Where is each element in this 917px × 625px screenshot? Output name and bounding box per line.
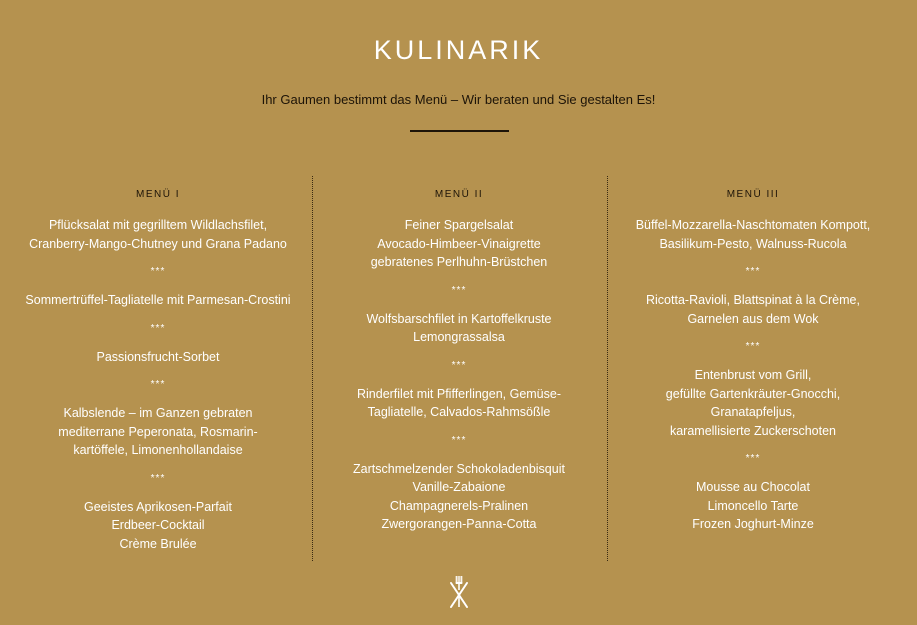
course-separator: *** <box>745 266 761 277</box>
course-line: Frozen Joghurt-Minze <box>692 517 814 531</box>
course-line: Büffel-Mozzarella-Naschtomaten Kompott, <box>635 218 871 232</box>
course-line: Avocado-Himbeer-Vinaigrette <box>377 236 541 251</box>
course-line: Lemongrassalsa <box>413 330 505 344</box>
course-line: Zwergorangen-Panna-Cotta <box>381 517 537 531</box>
course-line: Basilikum-Pesto, Walnuss-Rucola <box>659 236 847 251</box>
course-line: karamellisierte Zuckerschoten <box>669 423 837 438</box>
course-line: Garnelen aus dem Wok <box>687 311 819 326</box>
menu-course <box>608 366 898 440</box>
course-line: Wolfsbarschfilet in Kartoffelkruste <box>366 311 552 326</box>
column-separator <box>312 176 313 561</box>
menu-course <box>13 348 303 367</box>
menu-course <box>13 404 303 460</box>
menu-course <box>608 478 898 534</box>
menu-course <box>608 216 898 253</box>
course-line: Crème Brulée <box>119 536 197 551</box>
menu-heading: MENÜ II <box>434 189 484 200</box>
course-line: kartöffele, Limonenhollandaise <box>73 443 243 457</box>
course-line: Geeistes Aprikosen-Parfait <box>84 499 232 514</box>
course-line: Granatapfeljus, <box>710 405 796 419</box>
course-line: gebratenes Perlhuhn-Brüstchen <box>370 255 548 269</box>
menu-course <box>13 216 303 253</box>
course-separator: *** <box>451 434 467 446</box>
course-line: Erdbeer-Cocktail <box>111 518 205 532</box>
course-line: Entenbrust vom Grill, <box>694 368 812 382</box>
menu-course <box>314 310 604 347</box>
course-separator: *** <box>451 359 467 371</box>
course-line: mediterrane Peperonata, Rosmarin- <box>58 424 258 439</box>
menu-course <box>314 216 604 272</box>
course-line: Pflücksalat mit gegrilltem Wildlachsfilet, <box>48 218 268 232</box>
course-separator: *** <box>150 379 166 390</box>
title-divider <box>410 130 509 132</box>
course-separator: *** <box>745 453 761 464</box>
course-separator: *** <box>745 341 761 352</box>
course-separator: *** <box>451 284 467 296</box>
page-subtitle: Ihr Gaumen bestimmt das Menü – Wir beraten und Sie gestalten Es! <box>261 92 656 107</box>
course-separator: *** <box>150 322 166 334</box>
course-line: Passionsfrucht-Sorbet <box>96 349 220 364</box>
menu-course <box>608 291 898 328</box>
menu-column-2 <box>314 186 604 534</box>
course-line: Vanille-Zabaione <box>412 480 506 494</box>
course-separator: *** <box>150 266 166 277</box>
course-line: Rinderfilet mit Pfifferlingen, Gemüse- <box>356 386 562 401</box>
course-line: Champagnerels-Pralinen <box>389 498 529 513</box>
menu-course <box>314 460 604 534</box>
course-line: Kalbslende – im Ganzen gebraten <box>63 406 253 420</box>
course-line: Ricotta-Ravioli, Blattspinat à la Crème, <box>646 293 860 307</box>
menu-heading: MENÜ III <box>726 189 780 200</box>
course-line: Limoncello Tarte <box>707 498 799 513</box>
course-line: gefüllte Gartenkräuter-Gnocchi, <box>665 386 841 401</box>
course-line: Feiner Spargelsalat <box>404 218 514 232</box>
course-line: Sommertrüffel-Tagliatelle mit Parmesan-Crostini <box>25 293 291 307</box>
menu-column-3 <box>608 186 898 534</box>
course-line: Zartschmelzender Schokoladenbisquit <box>353 461 565 476</box>
menu-course <box>13 291 303 310</box>
course-line: Cranberry-Mango-Chutney und Grana Padano <box>29 236 287 251</box>
menu-column-1 <box>13 186 303 553</box>
page-title: KULINARIK <box>373 35 544 65</box>
crossed-cutlery-icon <box>446 575 472 611</box>
course-line: Mousse au Chocolat <box>696 480 810 494</box>
course-line: Tagliatelle, Calvados-Rahmsößle <box>367 405 551 419</box>
menu-heading: MENÜ I <box>136 189 180 200</box>
menu-course <box>13 498 303 554</box>
menu-course <box>314 385 604 422</box>
course-separator: *** <box>150 472 166 484</box>
